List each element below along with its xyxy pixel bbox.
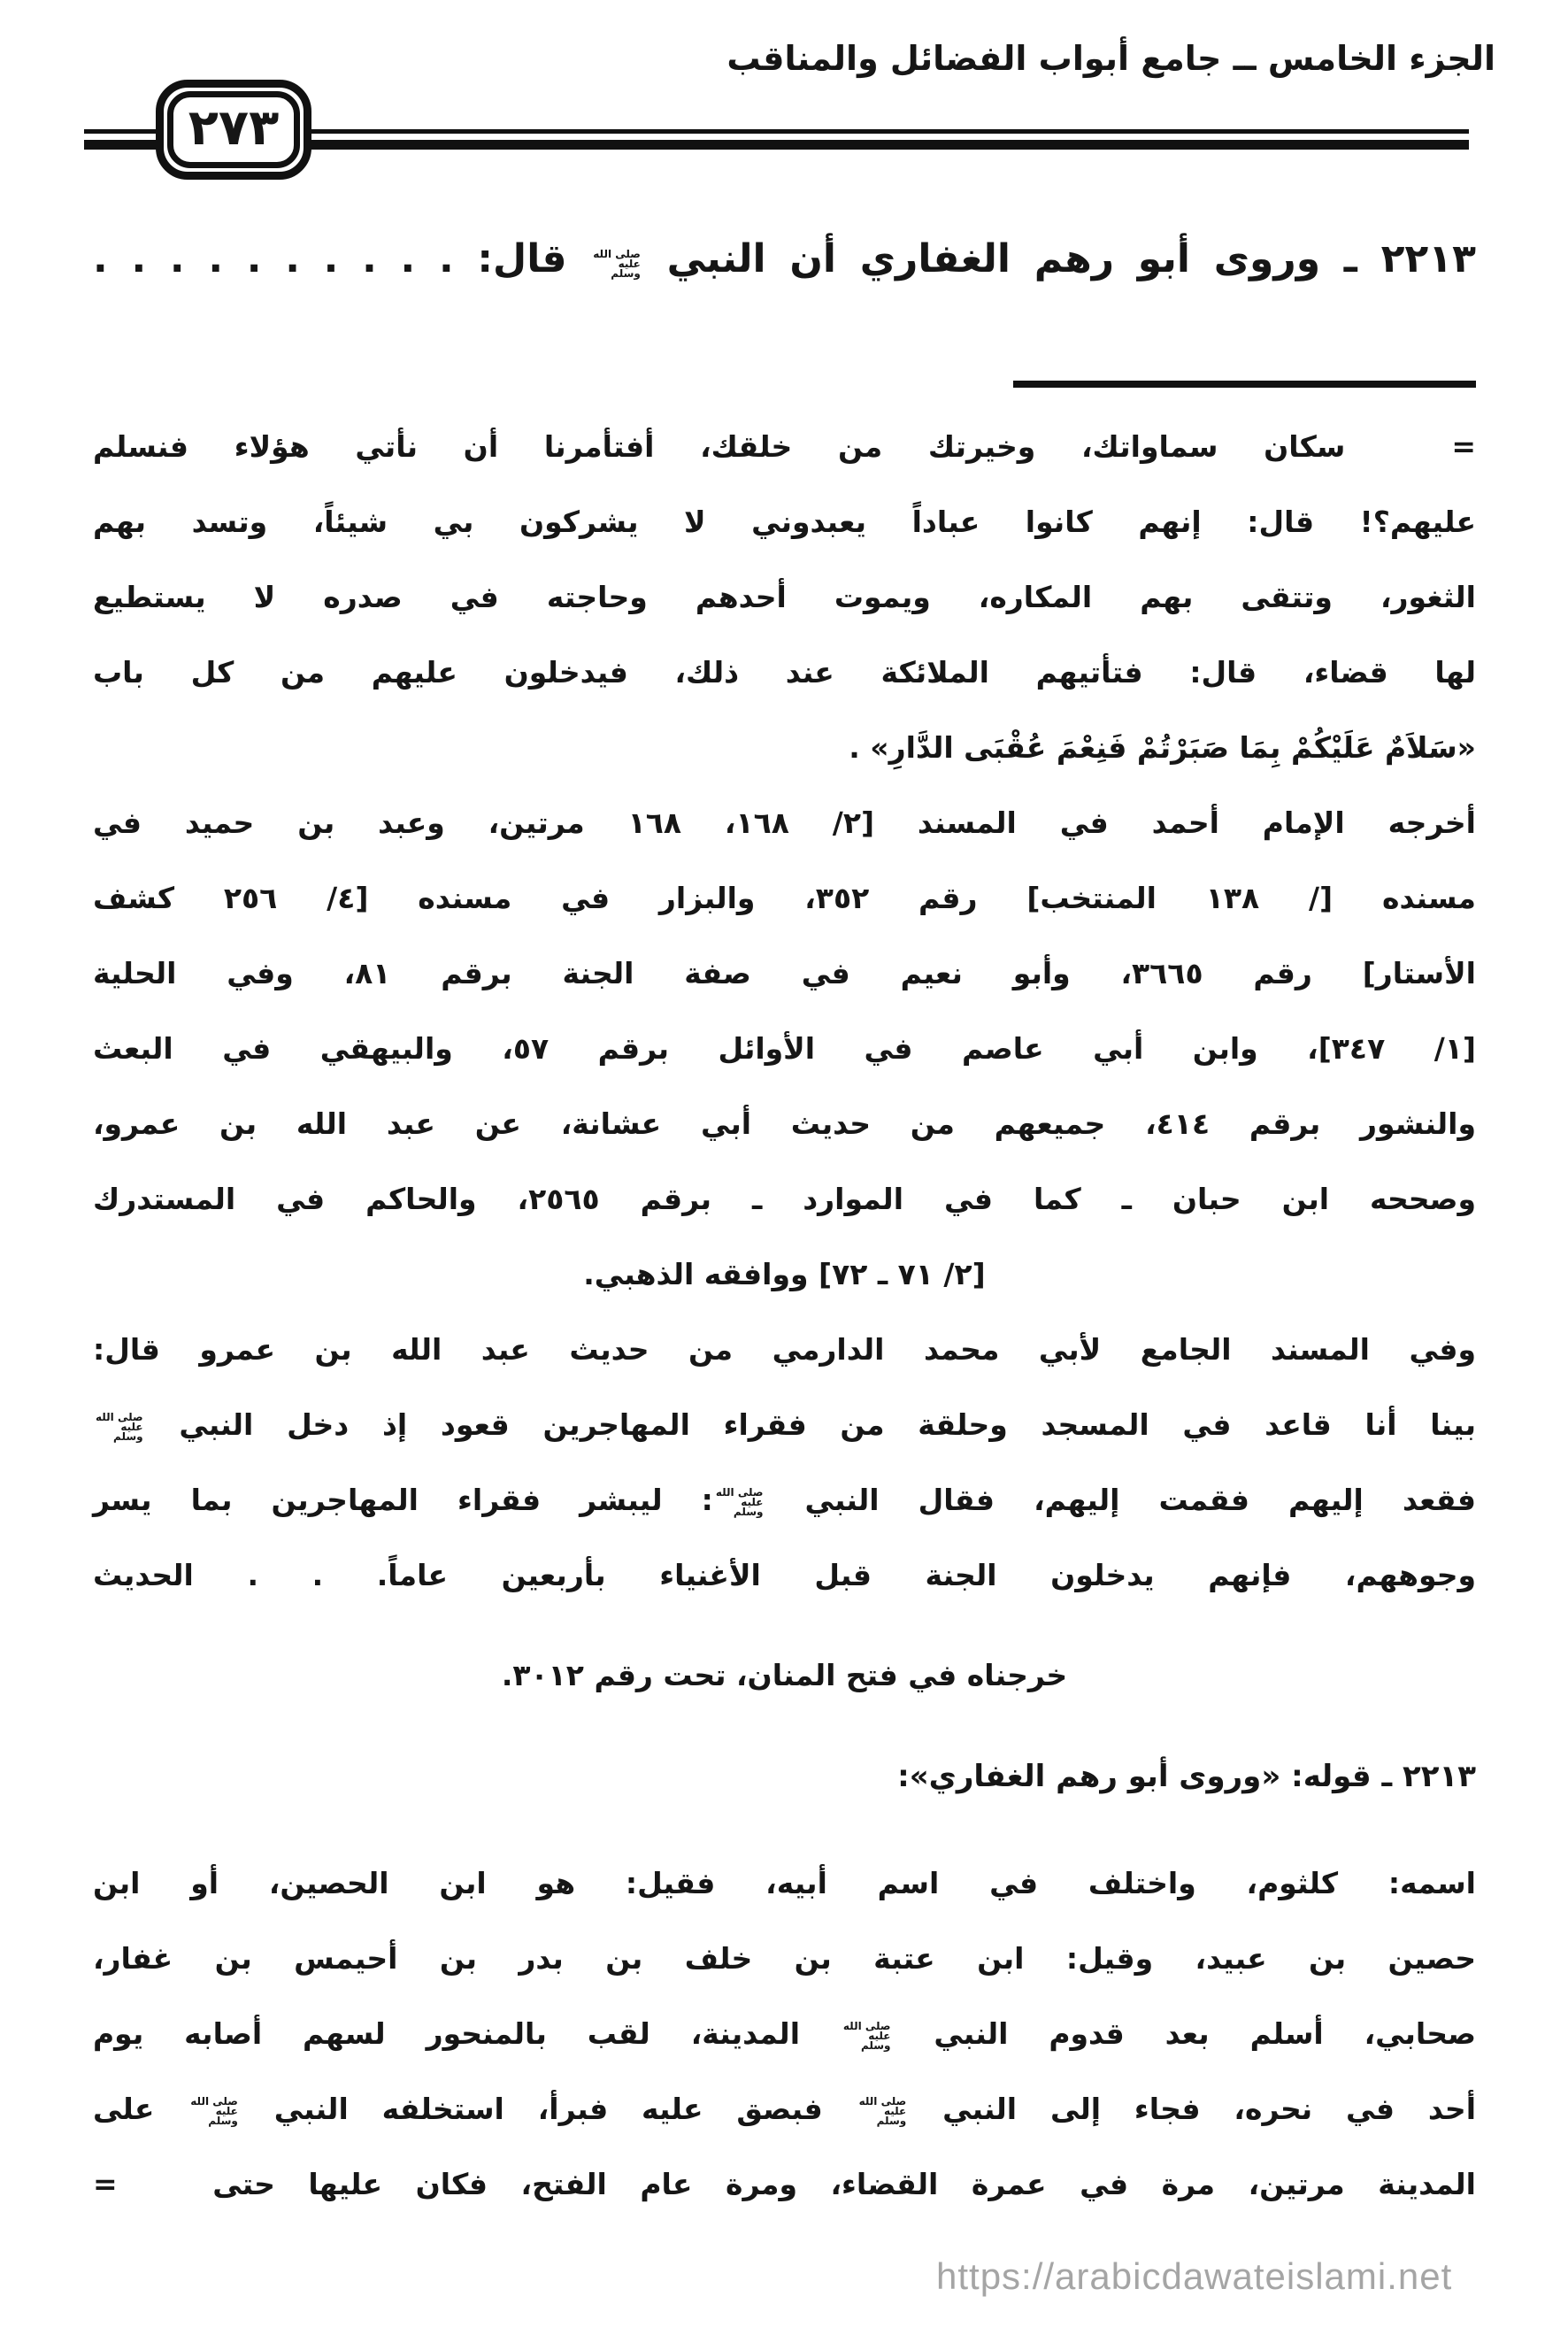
saw-ligature: صلى الله عليه وسلم — [858, 2095, 907, 2127]
quran-verse-line: «سَلاَمٌ عَلَيْكُمْ بِمَا صَبَرْتُمْ فَنِعْمَ عُقْبَى الدَّارِ» . — [849, 730, 1476, 765]
footnote-line-text: سكان سماواتك، وخيرتك من خلقك، أفتأمرنا أن نأتي هؤلاء فنسلم — [93, 429, 1346, 464]
matn-line — [93, 215, 1476, 304]
footnote-paragraph-end-line: [٢/ ٧١ ـ ٧٢] ووافقه الذهبي. — [583, 1257, 986, 1291]
page-number: ٢٧٣ — [188, 98, 280, 157]
page-number-badge-inner — [167, 91, 300, 168]
footnote-line: لها قضاء، قال: فتأتيهم الملائكة عند ذلك، فيدخلون عليهم من كل باب — [93, 655, 1476, 690]
saw-ligature: صلى الله عليه وسلم — [593, 248, 641, 280]
footnote-line: أخرجه الإمام أحمد في المسند [٢/ ١٦٨، ١٦٨ مرتين، وعبد بن حميد في — [93, 805, 1476, 840]
saw-ligature: صلى الله عليه وسلم — [842, 2020, 891, 2052]
footnote-line: أحد في نحره، فجاء إلى النبي صلى الله عليه وسلم فبصق عليه فبرأ، استخلفه النبي صلى الله عليه وسلم على — [93, 2092, 1477, 2127]
footnote-line: الثغور، وتتقى بهم المكاره، ويموت أحدهم وحاجته في صدره لا يستطيع — [93, 580, 1476, 614]
footnote-line: بينا أنا قاعد في المسجد وحلقة من فقراء المهاجرين قعود إذ دخل النبي صلى الله عليه وسلم — [93, 1387, 1476, 1462]
footnote-line: صحابي، أسلم بعد قدوم النبي صلى الله عليه وسلم المدينة، لقب بالمنحور لسهم أصابه يوم — [93, 2016, 1476, 2052]
footnote-separator-rule — [1013, 381, 1476, 388]
matn-text: ٢٢١٣ ـ وروى أبو رهم الغفاري أن النبي صلى الله عليه وسلم قال: — [477, 236, 1476, 281]
saw-ligature: صلى الله عليه وسلم — [715, 1486, 764, 1518]
footnote-entry-heading: ٢٢١٣ ـ قوله: «وروى أبو رهم الغفاري»: — [897, 1759, 1476, 1794]
footnote-line: اسمه: كلثوم، واختلف في اسم أبيه، فقيل: هو ابن الحصين، أو ابن — [93, 1866, 1476, 1900]
running-header-title: الجزء الخامس ــ جامع أبواب الفضائل والمناقب — [726, 39, 1495, 78]
footnote-line: مسنده [/ ١٣٨ المنتخب] رقم ٣٥٢، والبزار في مسنده [٤/ ٢٥٦ كشف — [93, 881, 1476, 915]
watermark-url: https://arabicdawateislami.net — [936, 2255, 1453, 2297]
footnote-line: فقعد إليهم فقمت إليهم، فقال النبي صلى الله عليه وسلم: ليبشر فقراء المهاجرين بما يسر — [93, 1483, 1476, 1518]
footnote-line — [93, 2146, 1476, 2222]
saw-ligature: صلى الله عليه وسلم — [190, 2095, 238, 2127]
footnote-line: وصححه ابن حبان ـ كما في الموارد ـ برقم ٢٥٦٥، والحاكم في المستدرك — [93, 1182, 1476, 1216]
footnote-paragraph-end-line: خرجناه في فتح المنان، تحت رقم ٣٠١٢. — [501, 1658, 1068, 1692]
footnote-line: عليهم؟! قال: إنهم كانوا عباداً يعبدوني لا يشركون بي شيئاً، وتسد بهم — [93, 505, 1476, 539]
footnote-line: الأستار] رقم ٣٦٦٥، وأبو نعيم في صفة الجنة برقم ٨١، وفي الحلية — [93, 956, 1476, 990]
page-number-badge — [156, 80, 311, 180]
matn-ellipsis-dots: . . . . . . . . . . — [93, 236, 454, 281]
footnote-line: [١/ ٣٤٧]، وابن أبي عاصم في الأوائل برقم ٥٧، والبيهقي في البعث — [93, 1031, 1477, 1066]
footnote-line: وفي المسند الجامع لأبي محمد الدارمي من حديث عبد الله بن عمرو قال: — [93, 1332, 1476, 1367]
footnote-line: حصين بن عبيد، وقيل: ابن عتبة بن خلف بن بدر بن أحيمس بن غفار، — [93, 1941, 1476, 1976]
footnote-line: والنشور برقم ٤١٤، جميعهم من حديث أبي عشانة، عن عبد الله بن عمرو، — [93, 1106, 1477, 1141]
footnote-line-text: المدينة مرتين، مرة في عمرة القضاء، ومرة عام الفتح، فكان عليها حتى — [212, 2167, 1476, 2201]
saw-ligature: صلى الله عليه وسلم — [96, 1411, 143, 1443]
footnote-continues-marker: = — [93, 2167, 118, 2201]
footnote-block — [93, 409, 1476, 2222]
footnote-continuation-marker: = — [1451, 429, 1476, 464]
footnote-line: وجوههم، فإنهم يدخلون الجنة قبل الأغنياء بأربعين عاماً. . . الحديث — [93, 1558, 1476, 1592]
footnote-line — [93, 409, 1476, 484]
